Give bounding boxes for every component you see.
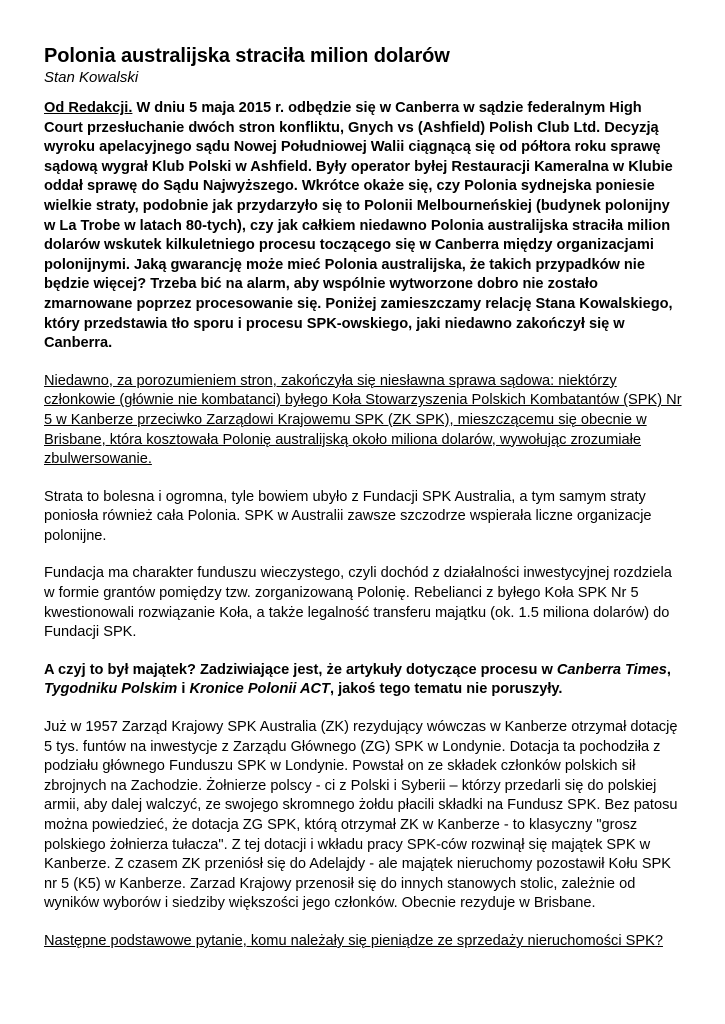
question-text-4: , jakoś tego tematu nie poruszyły. <box>329 681 563 698</box>
question-text-3: i <box>177 681 190 698</box>
question-paragraph <box>44 661 684 700</box>
editorial-intro <box>44 99 684 354</box>
question-text-2: , <box>666 661 671 678</box>
article-title: Polonia australijska straciła milion dolarów <box>44 45 450 67</box>
article-author: Stan Kowalski <box>44 69 139 86</box>
paragraph-5: Następne podstawowe pytanie, komu należały się pieniądze ze sprzedaży nieruchomości SPK? <box>44 932 663 949</box>
question-publication-3: Kronice Polonii ACT <box>189 681 330 698</box>
paragraph-1: Niedawno, za porozumieniem stron, zakończyła się niesławna sprawa sądowa: niektórzy członkowie (głównie nie kombatanci) byłego Koła Stowarzyszenia Polskich Kombatantów (SPK) Nr 5 w Kanberze przeciwko Zarządowi Krajowemu SPK (ZK SPK), mieszczącemu się obecnie w Brisbane, która kosztowała Polonię australijską około miliona dolarów, wywołując zrozumiałe zbulwersowanie. <box>44 372 682 468</box>
editorial-label: Od Redakcji. <box>44 100 133 116</box>
paragraph-3: Fundacja ma charakter funduszu wieczystego, czyli dochód z działalności inwestycyjnej rozdziela w formie grantów pomiędzy tzw. zorganizowaną Polonię. Rebelianci z byłego Koła SPK Nr 5 kwestionowali rozwiązanie Koła, a także legalność transferu majątku (ok. 1.5 miliona dolarów) do Fundacji SPK. <box>44 565 672 641</box>
question-publication-2: Tygodniku Polskim <box>44 681 178 698</box>
paragraph-2: Strata to bolesna i ogromna, tyle bowiem ubyło z Fundacji SPK Australia, a tym samym straty poniosła również cała Polonia. SPK w Australii zawsze szczodrze wspierała liczne organizacje polonijne. <box>44 488 652 544</box>
question-publication-1: Canberra Times <box>556 661 667 678</box>
editorial-text: W dniu 5 maja 2015 r. odbędzie się w Canberra w sądzie federalnym High Court przesłuchanie dwóch stron konfliktu, Gnych vs (Ashfield) Polish Club Ltd. Decyzją wyroku apelacyjnego sądu Nowej Południowej Walii ciągnącą się od półtora roku sprawę sądową wygrał Klub Polski w Ashfield. Były operator byłej Restauracji Kameralna w Klubie oddał sprawę do Sądu Najwyższego. Wkrótce okaże się, czy Polonia sydnejska poniesie wielkie straty, podobnie jak przydarzyło się to Polonii Melbourneńskiej (budynek polonijny w La Trobe w latach 80-tych), czy jak całkiem niedawno Polonia australijska straciła milion dolarów wskutek kilkuletniego procesu toczącego się w Canberra między organizacjami polonijnymi. Jaką gwarancję może mieć Polonia australijska, że takich przypadków nie będzie więcej? Trzeba bić na alarm, aby wspólnie wytworzone dobro nie zostało zmarnowane poprzez procesowanie się. Poniżej zamieszczamy relację Stana Kowalskiego, który przedstawia tło sporu i procesu SPK-owskiego, jaki niedawno zakończył się w Canberra. <box>44 100 673 352</box>
article <box>44 44 684 970</box>
question-text-1: A czyj to był majątek? Zadziwiające jest, że artykuły dotyczące procesu w <box>44 661 557 678</box>
paragraph-4: Już w 1957 Zarząd Krajowy SPK Australia (ZK) rezydujący wówczas w Kanberze otrzymał dotację 5 tys. funtów na inwestycje z Zarządu Głównego (ZG) SPK w Londynie. Dotacja ta pochodziła z podziału głównego Funduszu SPK w Londynie. Powstał on ze składek członków polskich sił zbrojnych na Zachodzie. Żołnierze polscy - ci z Polski i Syberii – którzy przedarli się do polskiej armii, aby dalej walczyć, ze swojego skromnego żołdu płacili składki na Fundusz SPK. Bez patosu można powiedzieć, że dotacja ZG SPK, którą otrzymał ZK w Kanberze - to klasyczny "grosz polskiego żołnierza tułacza". Z tej dotacji i wkładu pracy SPK-ców rozwinął się majątek SPK w Kanberze. Z czasem ZK przeniósł się do Adelajdy - ale majątek nieruchomy pozostawił Kołu SPK nr 5 (K5) w Kanberze. Zarzad Krajowy przenosił się do innych stanowych stolic, zależnie od wyników wyborów i siedziby większości jego członków. Obecnie rezyduje w Brisbane. <box>44 719 678 912</box>
